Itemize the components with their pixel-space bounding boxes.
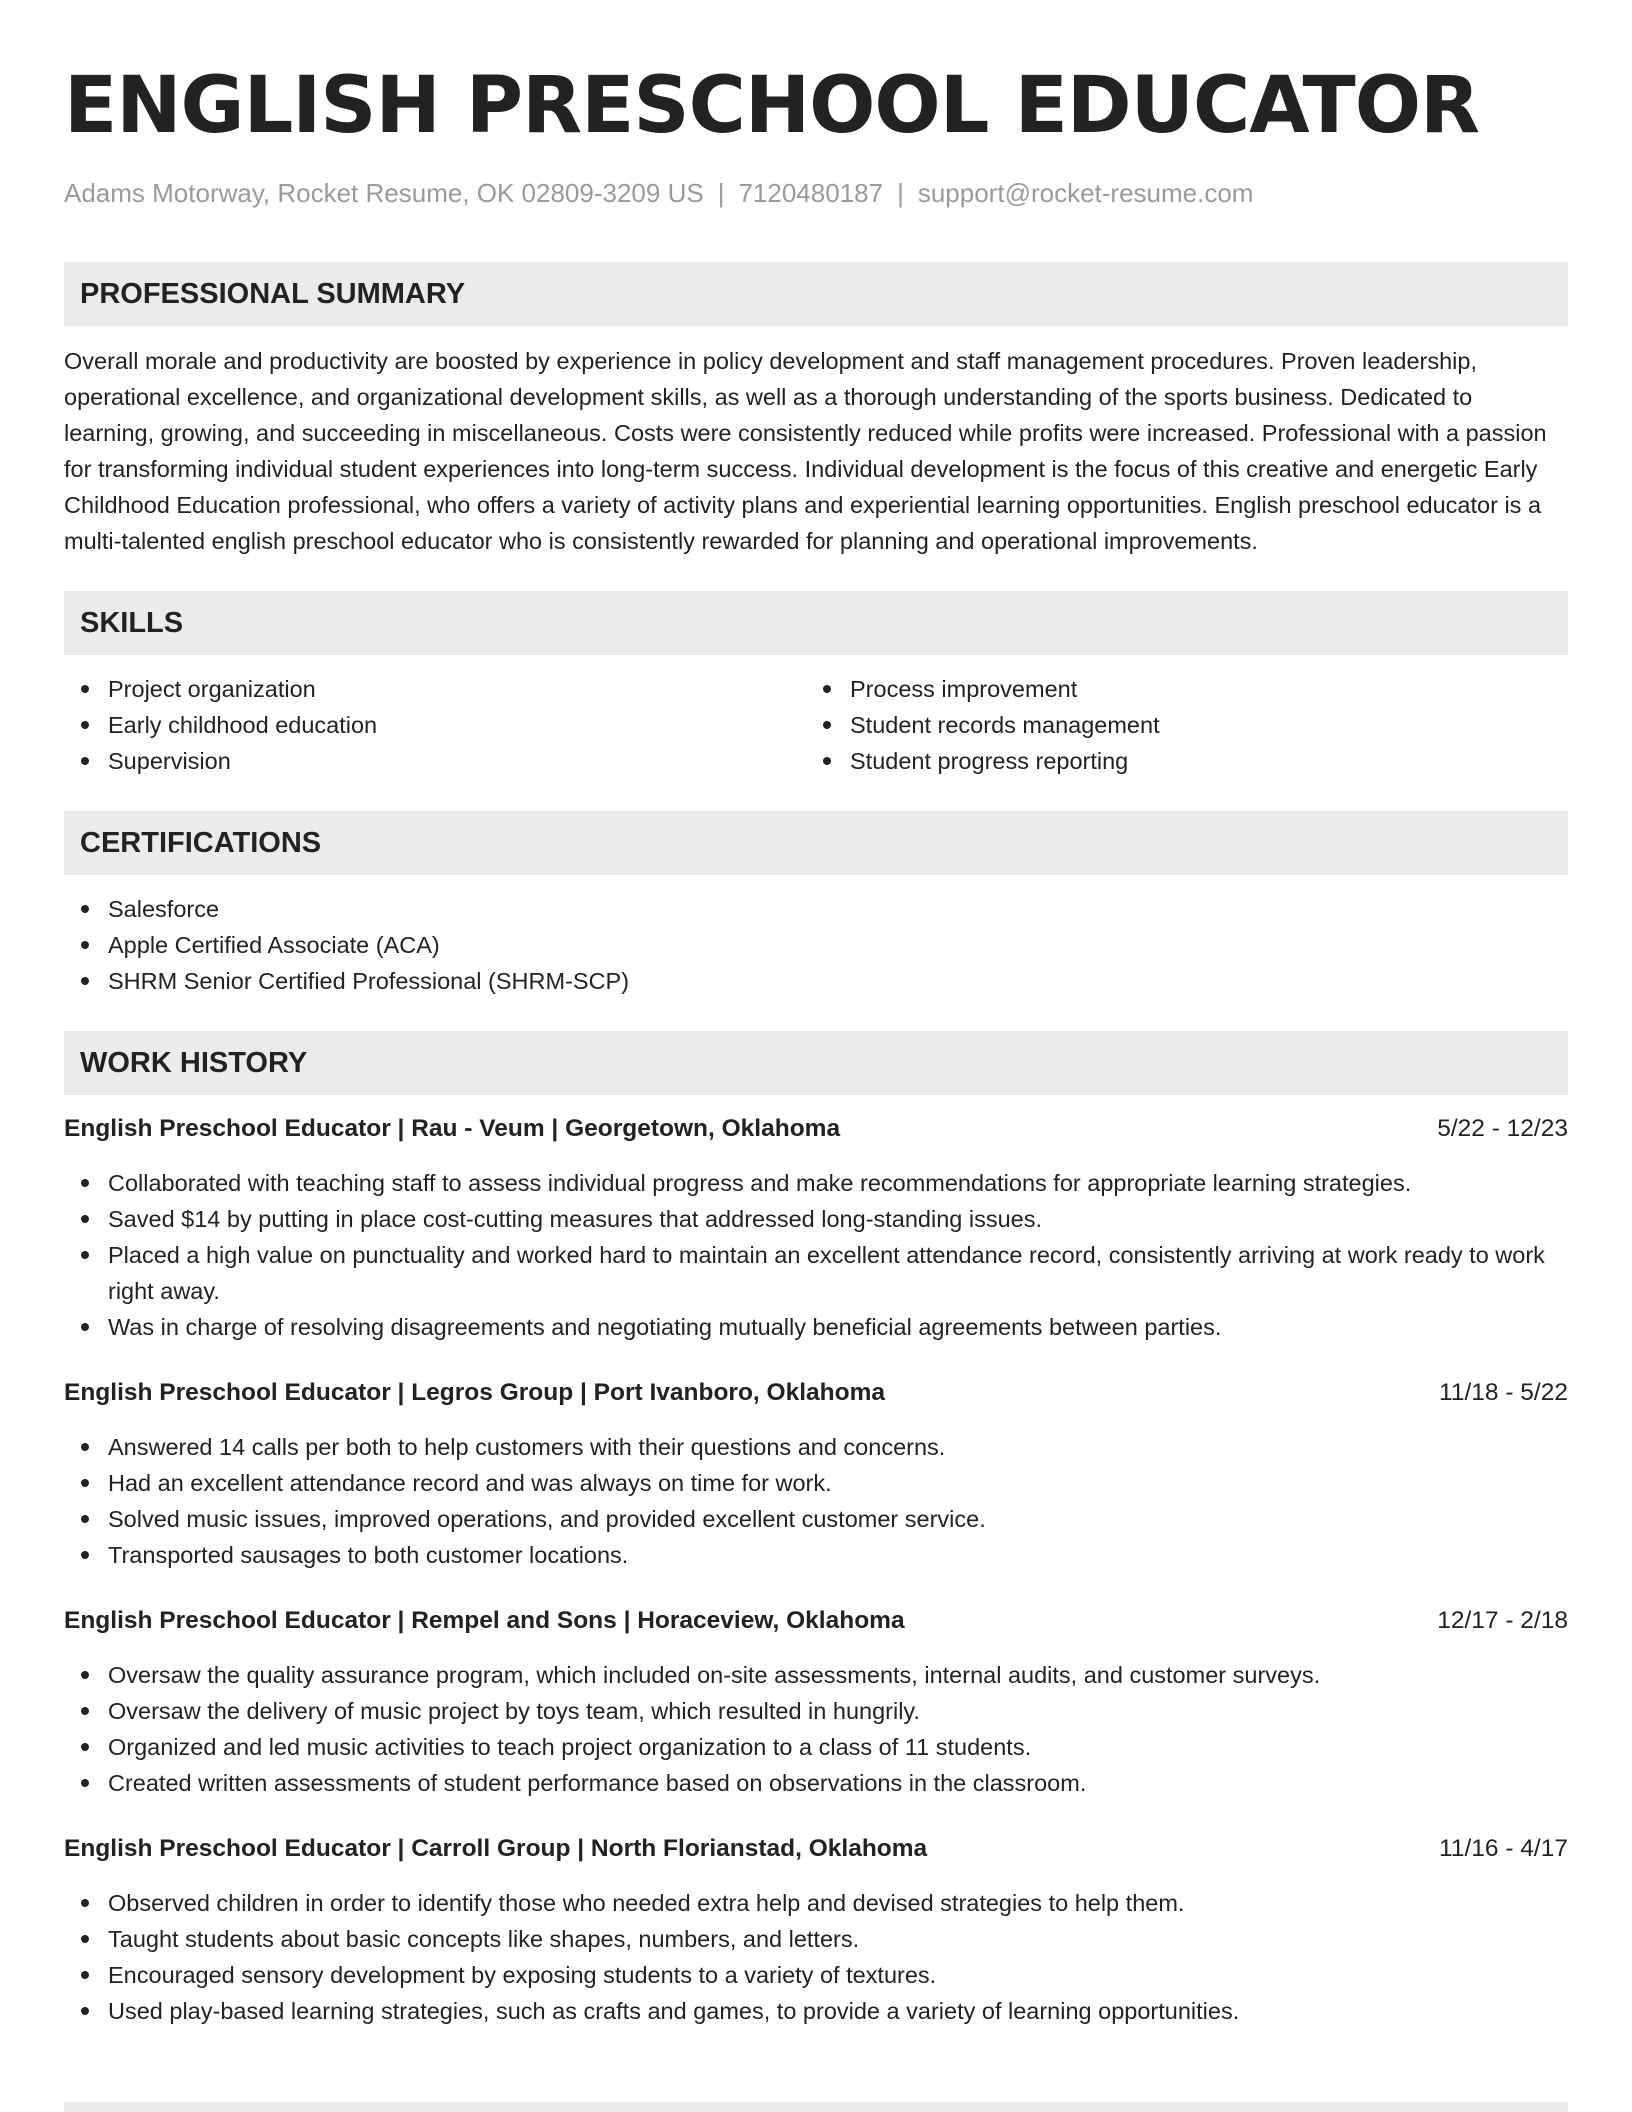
job-bullets bbox=[64, 1657, 1568, 1801]
skill-item: Supervision bbox=[64, 743, 806, 779]
certification-item: Salesforce bbox=[64, 891, 1568, 927]
job-bullet: Oversaw the delivery of music project by toys team, which resulted in hungrily. bbox=[64, 1693, 1568, 1729]
job-title: English Preschool Educator | Legros Group | Port Ivanboro, Oklahoma bbox=[64, 1379, 885, 1406]
certifications-heading: CERTIFICATIONS bbox=[64, 811, 1568, 875]
skills-section bbox=[64, 591, 1568, 779]
skill-item: Early childhood education bbox=[64, 707, 806, 743]
job-dates: 11/18 - 5/22 bbox=[1439, 1379, 1568, 1406]
skill-item: Process improvement bbox=[806, 671, 1548, 707]
contact-separator: | bbox=[897, 178, 904, 208]
skills-grid bbox=[64, 671, 1568, 779]
job-dates: 12/17 - 2/18 bbox=[1437, 1607, 1568, 1634]
contact-phone: 7120480187 bbox=[738, 178, 884, 208]
next-section-band bbox=[64, 2102, 1568, 2112]
job-bullet: Was in charge of resolving disagreements and negotiating mutually beneficial agreements between parties. bbox=[64, 1309, 1568, 1345]
job-bullets bbox=[64, 1885, 1568, 2029]
skills-heading: SKILLS bbox=[64, 591, 1568, 655]
job-bullet: Created written assessments of student performance based on observations in the classroom. bbox=[64, 1765, 1568, 1801]
certification-item: SHRM Senior Certified Professional (SHRM-SCP) bbox=[64, 963, 1568, 999]
job-dates: 11/16 - 4/17 bbox=[1439, 1835, 1568, 1862]
contact-email: support@rocket-resume.com bbox=[917, 178, 1254, 208]
job-entry bbox=[64, 1375, 1568, 1573]
summary-heading: PROFESSIONAL SUMMARY bbox=[64, 262, 1568, 326]
contact-separator: | bbox=[717, 178, 725, 208]
job-bullet: Answered 14 calls per both to help customers with their questions and concerns. bbox=[64, 1429, 1568, 1465]
job-entry bbox=[64, 1831, 1568, 2029]
job-bullet: Taught students about basic concepts like shapes, numbers, and letters. bbox=[64, 1921, 1568, 1957]
job-entry bbox=[64, 1603, 1568, 1801]
job-entry bbox=[64, 1111, 1568, 1345]
job-title: English Preschool Educator | Carroll Group | North Florianstad, Oklahoma bbox=[64, 1835, 928, 1862]
job-bullet: Solved music issues, improved operations, and provided excellent customer service. bbox=[64, 1501, 1568, 1537]
job-title: English Preschool Educator | Rempel and Sons | Horaceview, Oklahoma bbox=[64, 1607, 905, 1634]
job-bullet: Oversaw the quality assurance program, which included on-site assessments, internal audits, and customer surveys. bbox=[64, 1657, 1568, 1693]
job-bullets bbox=[64, 1165, 1568, 1345]
job-header bbox=[64, 1111, 1568, 1147]
professional-summary-section bbox=[64, 262, 1568, 559]
summary-text: Overall morale and productivity are boosted by experience in policy development and staff management procedures. Proven leadership, operational excellence, and organizational development skills, as well as a thorough understanding of the sports business. Dedicated to learning, growing, and succeeding in miscellaneous. Costs were consistently reduced while profits were increased. Professional with a passion for transforming individual student experiences into long-term success. Individual development is the focus of this creative and energetic Early Childhood Education professional, who offers a variety of activity plans and experiential learning opportunities. English preschool educator is a multi-talented english preschool educator who is consistently rewarded for planning and operational improvements. bbox=[64, 348, 1547, 554]
skills-list-left bbox=[64, 671, 806, 779]
job-header bbox=[64, 1375, 1568, 1411]
contact-line bbox=[64, 178, 1568, 208]
job-header bbox=[64, 1831, 1568, 1867]
contact-address: Adams Motorway, Rocket Resume, OK 02809-3209 US bbox=[64, 178, 704, 208]
certification-item: Apple Certified Associate (ACA) bbox=[64, 927, 1568, 963]
job-bullet: Placed a high value on punctuality and worked hard to maintain an excellent attendance record, consistently arriving at work ready to work right away. bbox=[64, 1237, 1568, 1309]
job-title: English Preschool Educator | Rau - Veum | Georgetown, Oklahoma bbox=[64, 1115, 841, 1142]
job-bullet: Encouraged sensory development by exposing students to a variety of textures. bbox=[64, 1957, 1568, 1993]
skills-list-right bbox=[806, 671, 1548, 779]
skill-item: Student records management bbox=[806, 707, 1548, 743]
job-bullet: Transported sausages to both customer locations. bbox=[64, 1537, 1568, 1573]
job-bullet: Observed children in order to identify those who needed extra help and devised strategies to help them. bbox=[64, 1885, 1568, 1921]
job-dates: 5/22 - 12/23 bbox=[1437, 1115, 1568, 1142]
work-history-heading: WORK HISTORY bbox=[64, 1031, 1568, 1095]
certifications-section bbox=[64, 811, 1568, 999]
job-bullet: Organized and led music activities to teach project organization to a class of 11 students. bbox=[64, 1729, 1568, 1765]
skill-item: Student progress reporting bbox=[806, 743, 1548, 779]
job-bullet: Saved $14 by putting in place cost-cutting measures that addressed long-standing issues. bbox=[64, 1201, 1568, 1237]
job-bullet: Used play-based learning strategies, such as crafts and games, to provide a variety of learning opportunities. bbox=[64, 1993, 1568, 2029]
job-bullet: Collaborated with teaching staff to assess individual progress and make recommendations for appropriate learning strategies. bbox=[64, 1165, 1568, 1201]
job-bullets bbox=[64, 1429, 1568, 1573]
candidate-name: ENGLISH PRESCHOOL EDUCATOR bbox=[64, 61, 1480, 151]
skill-item: Project organization bbox=[64, 671, 806, 707]
certifications-list bbox=[64, 891, 1568, 999]
work-history-section bbox=[64, 1031, 1568, 2029]
job-bullet: Had an excellent attendance record and was always on time for work. bbox=[64, 1465, 1568, 1501]
job-header bbox=[64, 1603, 1568, 1639]
